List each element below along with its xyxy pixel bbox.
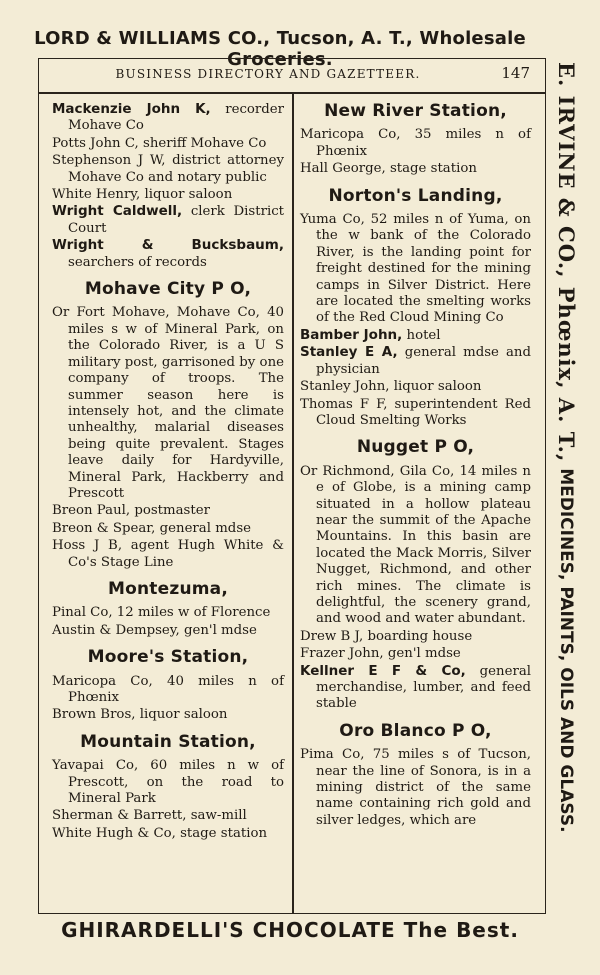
entry-text: White Hugh & Co, stage station: [52, 825, 268, 841]
place-description: Yuma Co, 52 miles n of Yuma, on the w bank of the Colorado River, is the landing point for freight destined for the mining camps in Silver District. Here are located the smelting works of the Red Cloud Mining Co: [300, 212, 531, 326]
place-description: Pinal Co, 12 miles w of Florence: [52, 605, 271, 621]
bottom-advertisement: GHIRARDELLI'S CHOCOLATE The Best.: [61, 918, 519, 942]
place-heading: New River Station,: [324, 101, 507, 121]
entry-text: Thomas F F, superintendent Red Cloud Smelting Works: [300, 396, 531, 428]
directory-entry: [300, 378, 531, 395]
place-description: Yavapai Co, 60 miles n w of Prescott, on the road to Mineral Park: [52, 758, 284, 807]
entry-text: Sherman & Barrett, saw-mill: [52, 808, 247, 824]
directory-entry: [52, 186, 284, 203]
entry-text: general mdse and physician: [316, 345, 531, 377]
entry-name: Wright Caldwell,: [52, 203, 183, 220]
running-head: [38, 64, 546, 90]
directory-entry: [300, 327, 531, 344]
place-heading: Norton's Landing,: [328, 185, 503, 206]
entry-text: recorder Mohave Co: [68, 102, 284, 134]
directory-entry: [52, 706, 284, 723]
place-description: Or Richmond, Gila Co, 14 miles n e of Globe, is a mining camp situated in a hollow plateau near the summit of the Apache Mountains. In this basin are located the Mack Morris, Silver Nugget, Richmond, and other rich mines. The climate is delightful, the scenery grand, and wood and water abundant.: [300, 463, 531, 627]
place-description: Pima Co, 75 miles s of Tucson, near the line of Sonora, is in a mining district of the same name containing rich gold and silver ledges, which are: [300, 747, 531, 828]
entry-text: White Henry, liquor saloon: [52, 187, 233, 203]
place-heading: Moore's Station,: [87, 647, 249, 668]
side-ad-goods: MEDICINES, PAINTS, OILS AND GLASS.: [556, 468, 576, 833]
entry-text: Austin & Dempsey, gen'l mdse: [52, 622, 257, 638]
entry-text: Hall George, stage station: [300, 161, 477, 177]
directory-entry: [300, 628, 531, 645]
directory-entry: [52, 101, 284, 135]
entry-name: Bamber John,: [300, 326, 403, 343]
directory-entry: [52, 237, 284, 271]
side-ad-company: E. IRVINE & CO., Phœnix, A. T.,: [554, 62, 579, 463]
entry-text: Drew B J, boarding house: [300, 628, 473, 644]
side-advertisement: [551, 62, 581, 912]
entry-text: Brown Bros, liquor saloon: [52, 707, 228, 723]
entry-text: general merchandise, lumber, and feed stable: [316, 663, 531, 712]
entry-text: Stanley John, liquor saloon: [300, 379, 482, 395]
entry-text: Stephenson J W, district attorney Mohave Co and notary public: [52, 153, 284, 185]
place-heading: Oro Blanco P O,: [339, 720, 492, 741]
page-number: 147: [501, 64, 530, 82]
right-column: [300, 101, 531, 829]
entry-text: Breon Paul, postmaster: [52, 503, 210, 519]
entry-text: clerk District Court: [68, 204, 284, 236]
directory-entry: [52, 135, 284, 152]
directory-entry: [52, 203, 284, 237]
left-column: [52, 101, 284, 842]
directory-entry: [300, 663, 531, 713]
directory-entry: [52, 807, 284, 824]
directory-entry: [52, 622, 284, 639]
place-description: Or Fort Mohave, Mohave Co, 40 miles s w of Mineral Park, on the Colorado River, is a U S military post, garrisoned by one company of troops. The summer season here is intensely hot, and the climate unhealthy, malarial diseases being quite prevalent. Stages leave daily for Hardyville, Mineral Park, Hackberry and Prescott: [52, 305, 284, 501]
place-description: Maricopa Co, 40 miles n of Phœnix: [52, 673, 284, 705]
entry-text: Hoss J B, agent Hugh White & Co's Stage Line: [52, 538, 284, 570]
column-divider: [292, 93, 294, 913]
entry-name: Stanley E A,: [300, 344, 398, 361]
place-heading: Nugget P O,: [356, 437, 475, 458]
place-description: Maricopa Co, 35 miles n of Phœnix: [300, 127, 531, 159]
directory-entry: [300, 645, 531, 662]
directory-entry: [300, 344, 531, 378]
entry-text: Breon & Spear, general mdse: [52, 520, 252, 536]
top-advertisement: LORD & WILLIAMS CO., Tucson, A. T., Wholesale Groceries.: [34, 28, 526, 70]
entry-text: Potts John C, sheriff Mohave Co: [52, 135, 267, 151]
entry-name: Kellner E F & Co,: [300, 662, 466, 679]
directory-entry: [52, 502, 284, 519]
directory-entry: [52, 520, 284, 537]
entry-text: Frazer John, gen'l mdse: [300, 646, 461, 662]
running-title: BUSINESS DIRECTORY AND GAZETTEER.: [115, 67, 421, 81]
directory-entry: [52, 152, 284, 186]
place-heading: Mountain Station,: [80, 731, 256, 752]
entry-name: Wright & Bucksbaum,: [52, 237, 284, 254]
directory-entry: [300, 396, 531, 430]
directory-entry: [52, 825, 284, 842]
place-heading: Mohave City P O,: [84, 279, 252, 300]
entry-name: Mackenzie John K,: [52, 101, 211, 117]
entry-text: searchers of records: [68, 254, 207, 270]
directory-entry: [300, 160, 531, 177]
directory-entry: [52, 537, 284, 571]
place-heading: Montezuma,: [108, 578, 228, 599]
entry-text: hotel: [402, 327, 441, 343]
